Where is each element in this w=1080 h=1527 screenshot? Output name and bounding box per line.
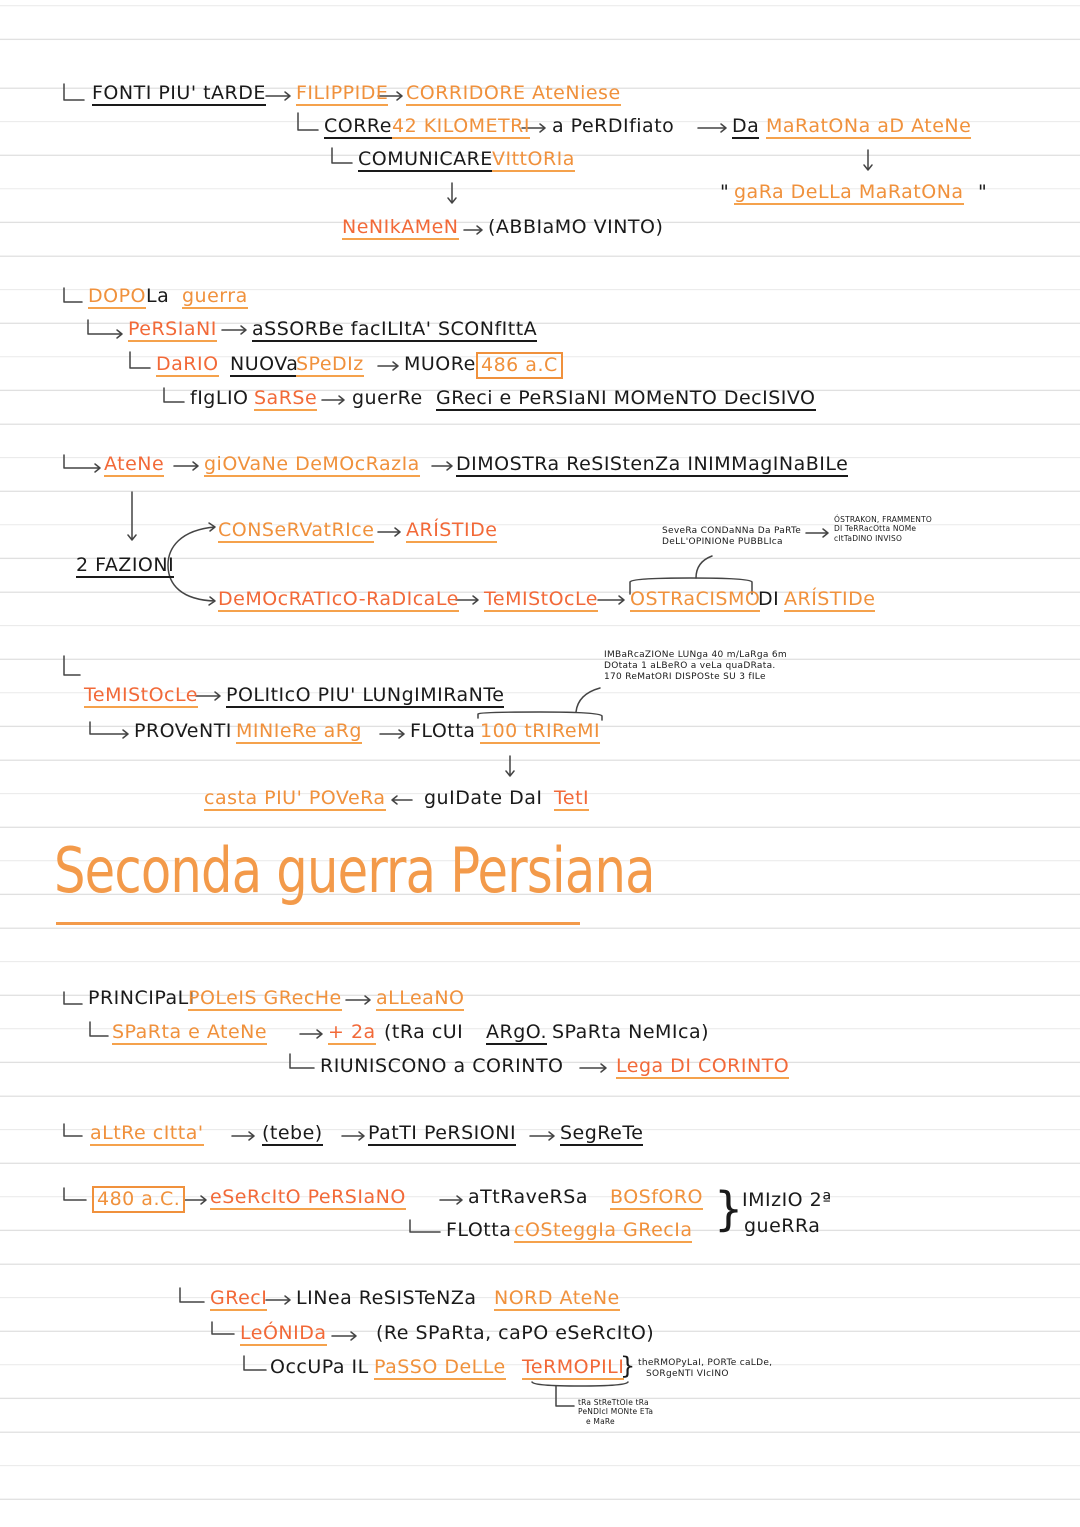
- hook-arrow: [64, 656, 80, 675]
- brace-termopili: [532, 1382, 628, 1386]
- abbiamo-vinto: (ABBIaMO VINTO): [488, 216, 664, 238]
- attraversa: aTtRaveRSa: [468, 1186, 588, 1208]
- right-arrow: [380, 730, 404, 738]
- casta: casta PIU' POVeRa: [204, 787, 386, 809]
- plus-2a: + 2a: [328, 1021, 376, 1043]
- maratona-atene: MaRatONa aD AteNe: [766, 115, 972, 137]
- hook-arrow: [164, 388, 184, 402]
- riuniscono: RIUNISCONO a CORINTO: [320, 1055, 564, 1077]
- atene: AteNe: [104, 453, 165, 475]
- note-pointer: [576, 688, 600, 712]
- right-arrow: [300, 1030, 322, 1038]
- right-arrow: [440, 1196, 462, 1204]
- proventi: PROVeNTI: [134, 720, 232, 742]
- sparta-nemica: SPaRta NeMIca): [552, 1021, 710, 1043]
- spediz: SPeDIz: [296, 353, 364, 375]
- patti-persioni: PatTI PeRSIONI: [368, 1122, 517, 1144]
- hook-arrow: [332, 148, 352, 163]
- filippide: FILIPPIDE: [296, 82, 389, 104]
- democratico-radicale: DeMOcRATIcO-RaDIcaLe: [218, 588, 459, 610]
- down-arrow: [864, 150, 872, 170]
- nord-atene: NORD AteNe: [494, 1287, 620, 1309]
- principali: PRINCIPaLI: [88, 987, 195, 1009]
- note-pointer: [556, 1386, 574, 1406]
- note-stretto: tRa StReTtOIe tRa PeNDIcI MONte ETa e MaRe: [578, 1398, 654, 1426]
- right-arrow: [378, 528, 400, 536]
- down-arrow: [506, 756, 514, 776]
- giovane-democrazia: giOVaNe DeMOcRazIa: [204, 453, 420, 475]
- comunicare: COMUNICARE: [358, 148, 493, 170]
- hook-arrow: [64, 288, 82, 302]
- lega-corinto: Lega DI CORINTO: [616, 1055, 790, 1077]
- right-arrow: [378, 362, 398, 370]
- dimostra: DIMOSTRa ReSIStenZa INIMMagINaBILe: [456, 453, 849, 475]
- figlio: fIgLIO: [190, 387, 249, 409]
- hook-arrow: [64, 992, 82, 1004]
- hook-arrow: [88, 320, 122, 338]
- perdifiato: a PeRDIfiato: [552, 115, 675, 137]
- nuova: NUOVa: [230, 353, 299, 375]
- km: 42 KILOMETRI: [392, 115, 530, 137]
- right-arrow: [464, 226, 482, 234]
- temistocle-2: TeMIStOcLe: [84, 684, 198, 706]
- linea-resistenza: LINea ReSISTeNZa: [296, 1287, 477, 1309]
- leonida: LeÓNIDa: [240, 1322, 327, 1344]
- note-nave: IMBaRcaZIONe LUNga 40 m/LaRga 6m DOtata 1 aLBeRO a veLa quaDRata. 170 ReMatORI DISPOSte SU 3 fILe: [604, 650, 787, 682]
- title-underline: [56, 922, 580, 925]
- guidate: guIDate DaI: [424, 787, 543, 809]
- brace-inizio: }: [714, 1182, 744, 1236]
- hook-arrow: [244, 1356, 266, 1370]
- flotta: FLOtta: [410, 720, 476, 742]
- da: Da: [732, 115, 760, 137]
- right-arrow: [332, 1332, 356, 1340]
- esercito-persiano: eSeRcItO PeRSIaNO: [210, 1186, 406, 1208]
- dopo: DOPO: [88, 285, 146, 307]
- tra-cui: (tRa cUI: [384, 1021, 464, 1043]
- aristide-2: ARÍSTIDe: [784, 588, 876, 610]
- greci-persiani: GReci e PeRSIaNI MOMeNTO DecISIVO: [436, 387, 816, 409]
- dario: DaRIO: [156, 353, 219, 375]
- right-arrow: [530, 1132, 554, 1140]
- serse: SaRSe: [254, 387, 318, 409]
- persiani: PeRSIaNI: [128, 318, 217, 340]
- teti: TetI: [554, 787, 590, 809]
- hook-arrow: [90, 1022, 108, 1036]
- triremi: 100 tRIReMI: [480, 720, 601, 742]
- occupa: OccUPa IL: [270, 1356, 369, 1378]
- hook-arrow: [64, 455, 100, 472]
- right-arrow: [196, 692, 220, 700]
- split-arrow: [168, 523, 215, 605]
- termopili: TeRMOPILI: [522, 1356, 625, 1378]
- guerra-2: gueRRa: [744, 1215, 821, 1237]
- hook-arrow: [130, 352, 150, 368]
- muore: MUORe: [404, 353, 476, 375]
- section-title: Seconda guerra Persiana: [54, 834, 655, 907]
- brace-triremi: [478, 712, 602, 720]
- sparta-atene: SPaRta e AteNe: [112, 1021, 268, 1043]
- segrete: SegReTe: [560, 1122, 644, 1144]
- fazioni: 2 FAZIONI: [76, 554, 175, 576]
- hook-arrow: [212, 1322, 234, 1334]
- right-arrow: [598, 596, 624, 604]
- corre: CORRe: [324, 115, 392, 137]
- di: DI: [758, 588, 780, 610]
- poleis-greche: POLeIS GRecHe: [188, 987, 342, 1009]
- aristide: ARÍSTIDe: [406, 519, 498, 541]
- note-thermopylai: theRMOPyLaI, PORTe caLDe, SORgeNTI VIcINO: [638, 1358, 773, 1379]
- argo: ARgO.: [486, 1021, 547, 1043]
- right-arrow: [432, 462, 452, 470]
- right-arrow: [580, 1064, 606, 1072]
- gara-quote-close: ": [978, 181, 988, 203]
- right-arrow: [232, 1132, 254, 1140]
- temistocle: TeMIStOcLe: [484, 588, 598, 610]
- year-486: 486 a.C: [476, 352, 563, 379]
- re-sparta: (Re SPaRta, caPO eSeRcItO): [376, 1322, 655, 1344]
- gara-maratona: gaRa DeLLa MaRatONa: [734, 181, 964, 203]
- right-arrow: [698, 124, 726, 132]
- right-arrow: [456, 596, 478, 604]
- bosforo: BOSfORO: [610, 1186, 704, 1208]
- brace-termopili-note: }: [620, 1352, 636, 1380]
- vittoria: VIttORIa: [492, 148, 575, 170]
- guerra: guerra: [182, 285, 248, 307]
- hook-arrow: [298, 113, 318, 130]
- right-arrow: [174, 462, 198, 470]
- alleano: aLLeaNO: [376, 987, 465, 1009]
- greci: GRecI: [210, 1287, 268, 1309]
- passo-delle: PaSSO DeLLe: [374, 1356, 506, 1378]
- right-arrow: [266, 1296, 290, 1304]
- right-arrow: [806, 529, 828, 537]
- gara-quote-open: ": [720, 181, 730, 203]
- note-ostrakon: ÓSTRAKON, FRAMMENTO DI TeRRacOtta NOMe cItTaDINO INVISO: [834, 515, 933, 543]
- right-arrow: [222, 326, 246, 334]
- left-arrow: [392, 796, 412, 804]
- guerre: guerRe: [352, 387, 423, 409]
- right-arrow: [266, 92, 290, 100]
- year-480: 480 a.C.: [92, 1186, 185, 1213]
- right-arrow: [184, 1196, 206, 1204]
- hook-arrow: [64, 1188, 86, 1200]
- down-arrow: [448, 183, 456, 203]
- nenikamen: NeNIkAMeN: [342, 216, 459, 238]
- tebe: (tebe): [262, 1122, 323, 1144]
- costeggia-grecia: cOSteggIa GRecIa: [514, 1219, 693, 1241]
- flotta-2: FLOtta: [446, 1219, 512, 1241]
- hook-arrow: [180, 1288, 204, 1302]
- altre-citta: aLtRe cItta': [90, 1122, 204, 1144]
- inizio-2a: IMIzIO 2ª: [742, 1189, 832, 1211]
- note-condanna: SeveRa CONDaNNa Da PaRTe DeLL'OPINIONe PUBBLIca: [662, 526, 802, 547]
- politico: POLItIcO PIU' LUNgIMIRaNTe: [226, 684, 505, 706]
- note-pointer: [696, 556, 712, 578]
- fonti-label: FONTI PIU' tARDE: [92, 82, 266, 104]
- right-arrow: [346, 996, 370, 1004]
- hook-arrow: [64, 1124, 82, 1136]
- down-arrow: [128, 492, 136, 540]
- ostracismo: OSTRaCISMO: [630, 588, 761, 610]
- right-arrow: [342, 1132, 364, 1140]
- hook-arrow: [410, 1220, 440, 1232]
- miniere: MINIeRe aRg: [236, 720, 362, 742]
- la: La: [146, 285, 170, 307]
- hook-arrow: [290, 1054, 314, 1068]
- corridore: CORRIDORE AteNiese: [406, 82, 621, 104]
- conservatrice: CONSeRVatRIce: [218, 519, 375, 541]
- hook-arrow: [64, 84, 84, 100]
- assorbe: aSSORBe facILItA' SCONfIttA: [252, 318, 538, 340]
- hook-arrow: [90, 722, 128, 738]
- right-arrow: [322, 396, 344, 404]
